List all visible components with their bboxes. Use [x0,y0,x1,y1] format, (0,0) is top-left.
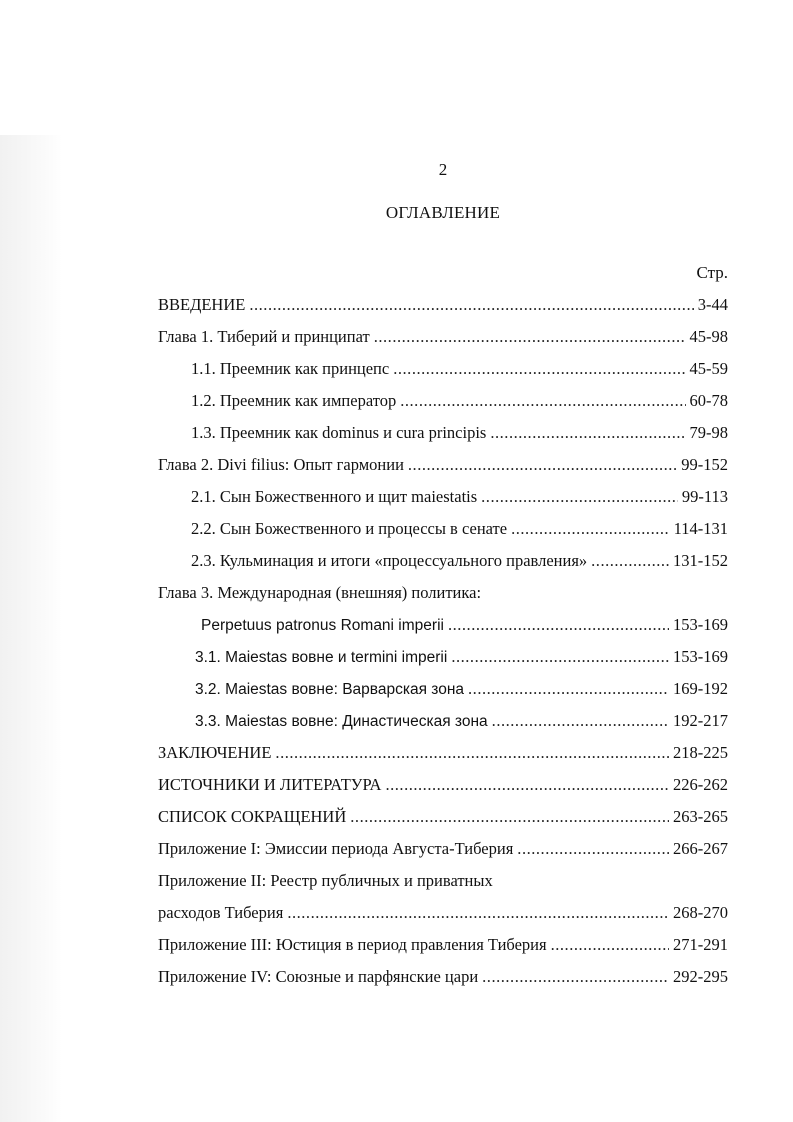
page-number: 2 [438,160,448,179]
toc-entry [158,391,728,423]
toc-entry [158,583,728,615]
toc-entry-title: 1.2. Преемник как император [191,391,397,410]
toc-entry [158,615,728,647]
toc-entry [158,295,728,327]
page-title: ОГЛАВЛЕНИЕ [385,203,501,222]
toc-entry [158,775,728,807]
toc-entry-pages: 153-169 [673,647,728,666]
toc-entry [158,327,728,359]
toc-entry-title: 2.2. Сын Божественного и процессы в сенате [191,519,508,538]
toc-leader-dots [468,679,669,699]
toc-entry-pages: 60-78 [689,391,728,410]
toc-entry-pages: 45-98 [689,327,728,346]
toc-entry [158,487,728,519]
toc-entry-title: ЗАКЛЮЧЕНИЕ [158,743,272,762]
toc-leader-dots [482,967,669,987]
toc-entry [158,455,728,487]
toc-entry-pages: 192-217 [673,711,728,730]
toc-leader-dots [408,455,677,475]
toc-leader-dots [511,519,670,539]
toc-entry [158,551,728,583]
toc-entry [158,871,728,903]
toc-entry [158,967,728,999]
toc-entry-title: ИСТОЧНИКИ И ЛИТЕРАТУРА [158,775,382,794]
toc-leader-dots [350,807,669,827]
toc-entry-title: 2.1. Сын Божественного и щит maiestatis [191,487,478,506]
toc-entry-title: расходов Тиберия [158,903,284,922]
scan-left-shadow [0,135,62,1122]
toc-leader-dots [481,487,678,507]
toc-entry-title: Приложение I: Эмиссии периода Августа-Тиберия [158,839,514,858]
toc-entry-pages: 3-44 [697,295,728,314]
toc-entry-pages: 268-270 [673,903,728,922]
toc-entry-pages: 266-267 [673,839,728,858]
toc-entry [158,935,728,967]
toc-entry-title: Глава 2. Divi filius: Опыт гармонии [158,455,404,474]
toc-leader-dots [517,839,669,859]
toc-leader-dots [448,615,669,635]
toc-entry-pages: 292-295 [673,967,728,986]
toc-entry-title: 3.3. Maiestas вовне: Династическая зона [195,713,488,730]
toc-entry [158,519,728,551]
toc-entry [158,743,728,775]
toc-entry [158,839,728,871]
toc-leader-dots [591,551,669,571]
toc-leader-dots [551,935,669,955]
toc-entry-title: ВВЕДЕНИЕ [158,295,246,314]
pages-column-label: Стр. [696,263,728,282]
toc-entry [158,359,728,391]
toc-entry-pages: 79-98 [689,423,728,442]
toc-entry-pages: 169-192 [673,679,728,698]
toc-entry-title: Приложение IV: Союзные и парфянские цари [158,967,479,986]
toc-leader-dots [400,391,685,411]
toc-leader-dots [249,295,693,315]
toc-leader-dots [393,359,685,379]
toc-entry-title: Perpetuus patronus Romani imperii [201,617,444,634]
toc-entry [158,903,728,935]
toc-entry-pages: 226-262 [673,775,728,794]
toc-entry-title: СПИСОК СОКРАЩЕНИЙ [158,807,347,826]
toc-entry [158,647,728,679]
toc-entry [158,711,728,743]
toc-entry-title: 3.1. Maiestas вовне и termini imperii [195,649,448,666]
toc-leader-dots [374,327,686,347]
toc-entry-pages: 271-291 [673,935,728,954]
toc-leader-dots [287,903,669,923]
toc-entry-pages: 218-225 [673,743,728,762]
toc-entry-title: Приложение II: Реестр публичных и приватных [158,871,493,890]
toc-entry-title: 3.2. Maiestas вовне: Варварская зона [195,681,465,698]
toc-entry [158,679,728,711]
scan-top-margin [0,0,793,135]
table-of-contents [158,295,728,999]
toc-leader-dots [451,647,669,667]
toc-entry-title: Приложение III: Юстиция в период правления Тиберия [158,935,547,954]
toc-entry [158,807,728,839]
toc-entry-title: Глава 3. Международная (внешняя) политика: [158,583,482,602]
toc-entry-pages: 45-59 [689,359,728,378]
toc-entry-title: Глава 1. Тиберий и принципат [158,327,370,346]
toc-entry-pages: 99-152 [681,455,728,474]
toc-leader-dots [275,743,669,763]
toc-entry-title: 2.3. Кульминация и итоги «процессуального правления» [191,551,588,570]
toc-entry-title: 1.1. Преемник как принцепс [191,359,390,378]
toc-entry-pages: 263-265 [673,807,728,826]
toc-entry-pages: 114-131 [673,519,728,538]
toc-entry-pages: 153-169 [673,615,728,634]
toc-entry-pages: 131-152 [673,551,728,570]
toc-leader-dots [385,775,669,795]
toc-entry-pages: 99-113 [681,487,728,506]
toc-leader-dots [490,423,685,443]
toc-entry [158,423,728,455]
toc-leader-dots [492,711,669,731]
toc-entry-title: 1.3. Преемник как dominus и cura principis [191,423,487,442]
